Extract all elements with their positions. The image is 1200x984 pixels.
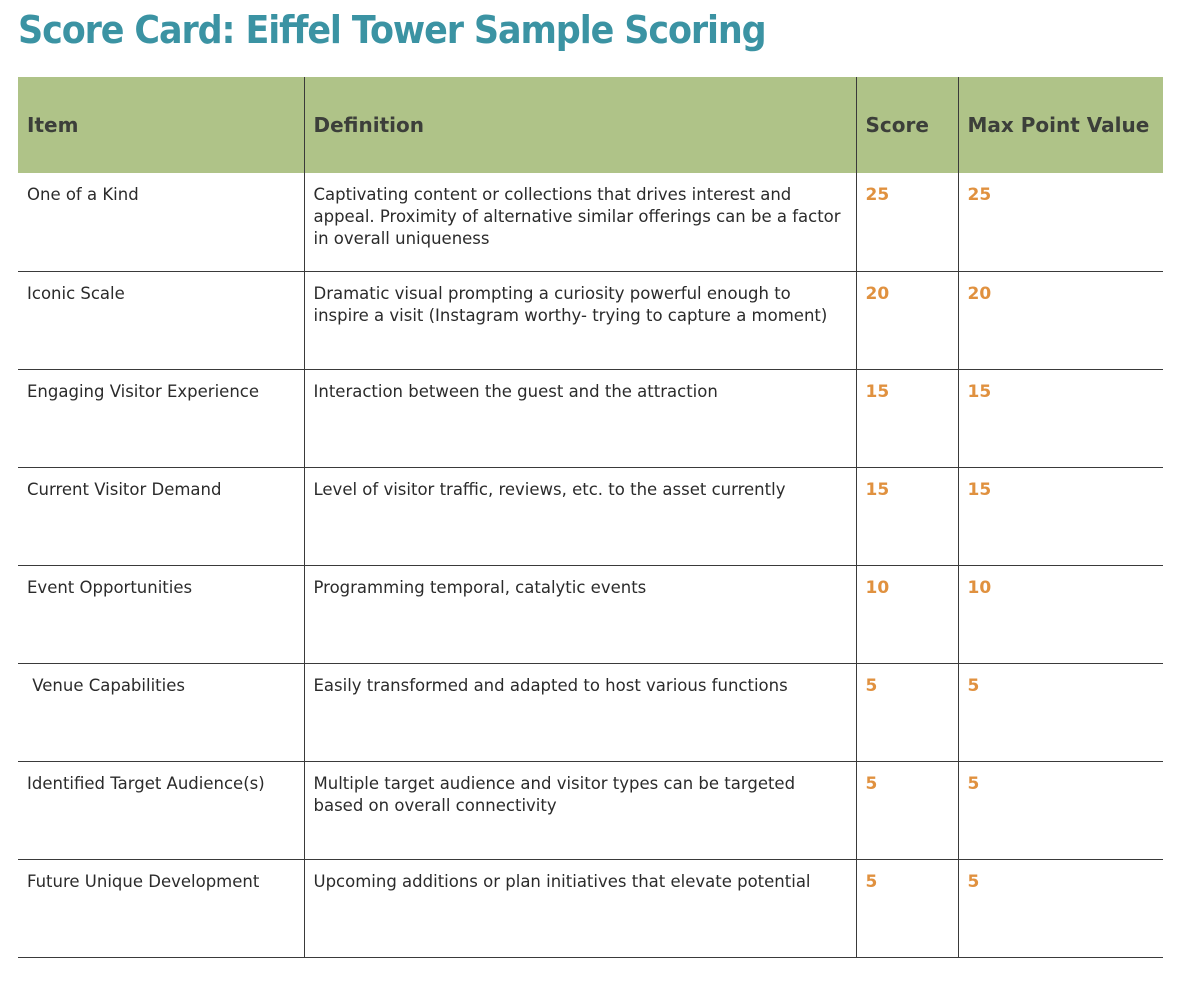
column-header-item: Item [27, 113, 79, 137]
score-cell: 15 [856, 369, 958, 467]
table-row [18, 173, 1163, 271]
item-cell: Identified Target Audience(s) [27, 773, 265, 793]
column-header-definition: Definition [304, 77, 856, 173]
score-cell: 5 [856, 761, 958, 859]
definition-cell: Dramatic visual prompting a curiosity powerful enough to inspire a visit (Instagram worthy- trying to capture a moment) [304, 271, 856, 369]
table-row [18, 761, 1163, 859]
table-row [18, 859, 1163, 957]
max-point-cell: 20 [958, 271, 1163, 369]
table-row [18, 271, 1163, 369]
score-cell: 15 [856, 467, 958, 565]
score-cell: 25 [856, 173, 958, 271]
max-point-cell: 15 [958, 467, 1163, 565]
max-point-cell: 25 [958, 173, 1163, 271]
score-cell: 20 [856, 271, 958, 369]
score-cell: 10 [856, 565, 958, 663]
score-cell: 5 [856, 663, 958, 761]
definition-cell: Level of visitor traffic, reviews, etc. to the asset currently [304, 467, 856, 565]
header-row [18, 77, 1163, 173]
table-row [18, 369, 1163, 467]
max-point-cell: 5 [958, 761, 1163, 859]
max-point-cell: 10 [958, 565, 1163, 663]
item-cell: Iconic Scale [27, 283, 125, 303]
item-cell: One of a Kind [27, 185, 139, 204]
definition-cell: Captivating content or collections that drives interest and appeal. Proximity of alternative similar offerings can be a factor in overall uniqueness [304, 173, 856, 271]
table-row [18, 467, 1163, 565]
definition-cell: Upcoming additions or plan initiatives that elevate potential [304, 859, 856, 957]
page-title: Score Card: Eiffel Tower Sample Scoring [18, 8, 766, 52]
table-row [18, 663, 1163, 761]
score-card-table [18, 77, 1163, 958]
definition-cell: Multiple target audience and visitor types can be targeted based on overall connectivity [304, 761, 856, 859]
item-cell: Venue Capabilities [27, 675, 185, 695]
definition-cell: Easily transformed and adapted to host various functions [304, 663, 856, 761]
table-body [18, 173, 1163, 957]
column-header-score: Score [856, 77, 958, 173]
max-point-cell: 5 [958, 663, 1163, 761]
definition-cell: Programming temporal, catalytic events [304, 565, 856, 663]
score-cell: 5 [856, 859, 958, 957]
item-cell: Current Visitor Demand [27, 479, 222, 499]
column-header-max-point-value: Max Point Value [958, 77, 1163, 173]
item-cell: Event Opportunities [27, 577, 193, 597]
max-point-cell: 15 [958, 369, 1163, 467]
table-header [18, 77, 1163, 173]
table-row [18, 565, 1163, 663]
definition-cell: Interaction between the guest and the attraction [304, 369, 856, 467]
max-point-cell: 5 [958, 859, 1163, 957]
item-cell: Engaging Visitor Experience [27, 381, 259, 401]
item-cell: Future Unique Development [27, 871, 260, 891]
